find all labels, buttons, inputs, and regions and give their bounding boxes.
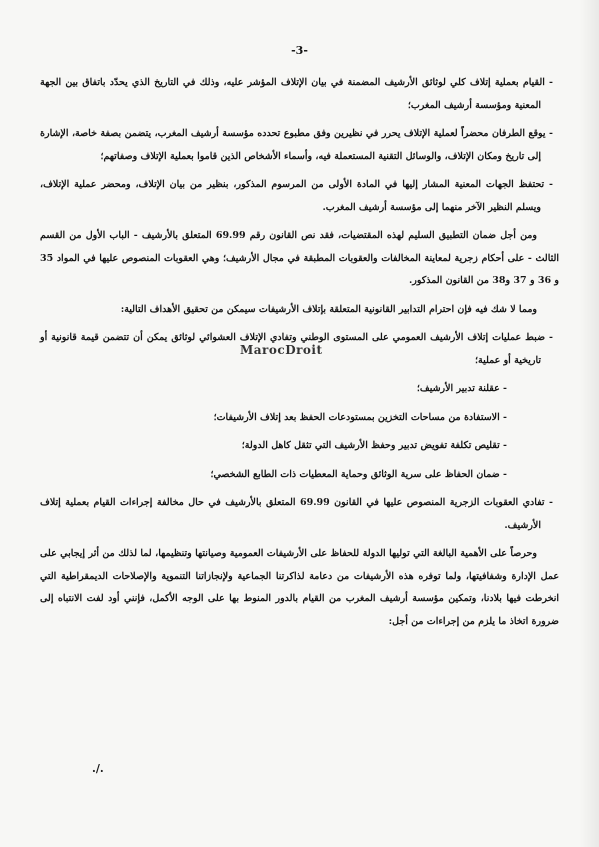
page-number: -3- — [291, 44, 308, 57]
paragraph-control-destruction: - ضبط عمليات إتلاف الأرشيف العمومي على المستوى الوطني وتفادي الإتلاف العشوائي لوثائق يمكن أن تتضمن قيمة قانونية أو تاريخية أو عملية؛ — [40, 332, 553, 366]
paragraph-destruction-execution: - القيام بعملية إتلاف كلي لوثائق الأرشيف المضمنة في بيان الإتلاف المؤشر عليه، وذلك في التاريخ الذي يحدّد باتفاق بين الجهة المعنية ومؤسسة أرشيف المغرب؛ — [40, 77, 553, 111]
end-mark: ./. — [92, 762, 104, 775]
sub-item-storage: - الاستفادة من مساحات التخزين بمستودعات الحفظ بعد إتلاف الأرشيفات؛ — [213, 411, 507, 423]
sub-item-confidentiality: - ضمان الحفاظ على سرية الوثائق وحماية المعطيات ذات الطابع الشخصي؛ — [210, 468, 507, 480]
paragraph-avoid-sanctions: - تفادي العقوبات الزجرية المنصوص عليها في القانون 69.99 المتعلق بالأرشيف في حال مخالفة إجراءات القيام بعملية إتلاف الأرشيف. — [40, 497, 553, 531]
paragraph-conclusion: وحرصاً على الأهمية البالغة التي توليها الدولة للحفاظ على الأرشيفات العمومية وصيانتها وتنظيمها، لما لذلك من أثر إيجابي على عمل الإدارة وشفافيتها، ولما توفره هذه الأرشيفات من دعامة لذاكرتنا الجماعية ولإنجازاتنا التنموية والإصلاحات الديمقراطية التي انخرطت فيها بلادنا، وتمكين مؤسسة أرشيف المغرب من القيام بالدور المنوط بها على الوجه الأكمل، فإنني أود لفت الانتباه إلى ضرورة اتخاذ ما يلزم من إجراءات من أجل: — [40, 548, 559, 627]
paragraph-objectives-intro: ومما لا شك فيه فإن احترام التدابير القانونية المتعلقة بإتلاف الأرشيفات سيمكن من تحقيق الأهداف التالية: — [120, 303, 537, 315]
sub-item-cost: - تقليص تكلفة تفويض تدبير وحفظ الأرشيف التي تثقل كاهل الدولة؛ — [241, 440, 507, 451]
paragraph-legal-sanctions: ومن أجل ضمان التطبيق السليم لهذه المقتضيات، فقد نص القانون رقم 69.99 المتعلق بالأرشيف - الباب الأول من القسم الثالث - على أحكام زجرية لمعاينة المخالفات والعقوبات المطبقة في مجال الأرشيف؛ وهي العقوبات المنصوص عليها في المواد 35 و 36 و 37 و38 من القانون المذكور. — [40, 230, 559, 286]
page-edge-shadow — [579, 0, 599, 847]
sub-item-rationalize: - عقلنة تدبير الأرشيف؛ — [416, 383, 507, 394]
paragraph-copy-retention: - تحتفظ الجهات المعنية المشار إليها في المادة الأولى من المرسوم المذكور، بنظير من بيان الإتلاف، ومحضر عملية الإتلاف، ويسلم النظير الآخر منهما إلى مؤسسة أرشيف المغرب. — [40, 179, 553, 213]
watermark-logo: MarocDroit — [240, 343, 323, 357]
paragraph-destruction-report: - يوقع الطرفان محضراً لعملية الإتلاف يحرر في نظيرين وفق مطبوع تحدده مؤسسة أرشيف المغرب، يتضمن بصفة خاصة، الإشارة إلى تاريخ ومكان الإتلاف، والوسائل التقنية المستعملة فيه، وأسماء الأشخاص الذين قاموا بعملية الإتلاف وصفاتهم؛ — [40, 128, 553, 162]
